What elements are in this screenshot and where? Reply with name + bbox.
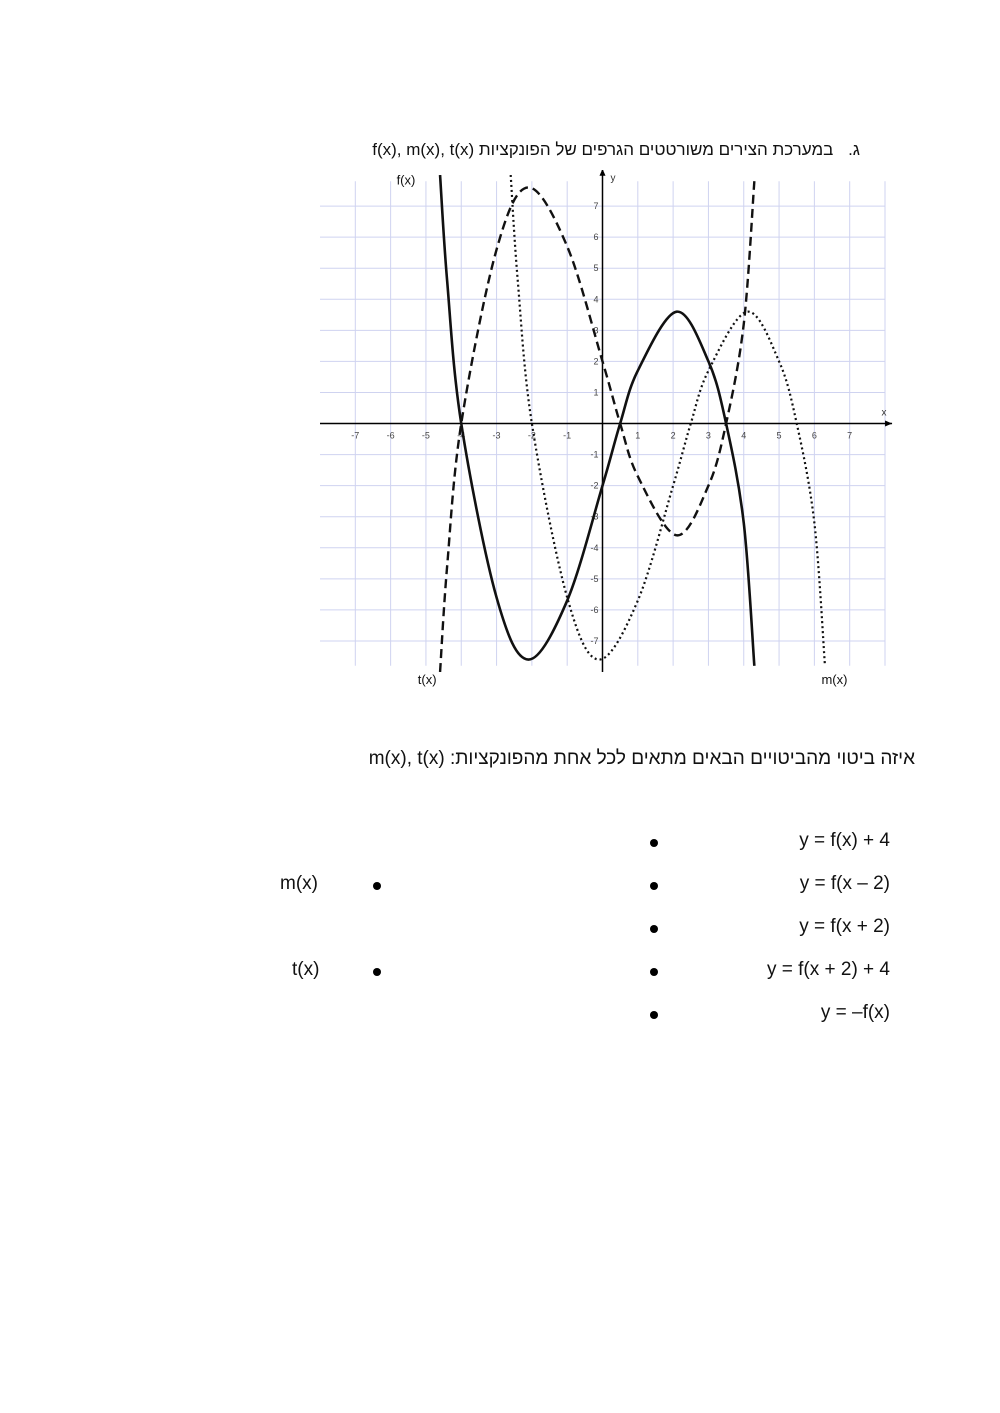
x-tick-label: 5	[776, 430, 782, 441]
x-tick-label: -6	[386, 430, 395, 441]
y-tick-label: -6	[590, 604, 599, 615]
y-axis-label: y	[610, 173, 616, 185]
expression-2: y = f(x – 2)	[799, 873, 890, 894]
label-m: m(x)	[821, 672, 848, 687]
expression-4-dot[interactable]	[650, 968, 658, 976]
x-tick-label: 3	[705, 430, 711, 441]
function-t-dot[interactable]	[373, 968, 381, 976]
function-t-label: t(x)	[292, 959, 320, 980]
x-tick-label: 4	[741, 430, 747, 441]
x-tick-label: 1	[635, 430, 641, 441]
expression-5: y = –f(x)	[820, 1002, 890, 1023]
expression-3-dot[interactable]	[650, 925, 658, 933]
y-tick-label: 5	[593, 263, 599, 274]
expression-5-dot[interactable]	[650, 1011, 658, 1019]
expression-2-dot[interactable]	[650, 882, 658, 890]
matching-question: איזה ביטוי מהביטויים הבאים מתאים לכל אחת מהפונקציות: m(x), t(x)	[368, 748, 915, 769]
y-tick-label: -4	[590, 542, 599, 553]
y-tick-label: -1	[590, 449, 599, 460]
x-tick-label: -7	[351, 430, 360, 441]
x-tick-label: 2	[670, 430, 676, 441]
expression-1: y = f(x) + 4	[799, 830, 890, 851]
x-axis-arrow	[885, 421, 892, 427]
function-graph	[300, 170, 900, 690]
curve-tx	[440, 181, 754, 672]
y-tick-label: -5	[590, 573, 599, 584]
curve-mx	[511, 175, 825, 666]
y-tick-label: 1	[593, 387, 599, 398]
function-m-label: m(x)	[280, 873, 318, 894]
label-f: f(x)	[396, 172, 416, 188]
y-tick-label: 7	[593, 201, 599, 212]
curve-fx	[440, 175, 754, 666]
expression-4: y = f(x + 2) + 4	[766, 959, 890, 980]
x-tick-label: 7	[847, 430, 853, 441]
graph-svg	[300, 170, 900, 690]
y-tick-label: 3	[593, 325, 599, 336]
heading-text: במערכת הצירים משורטטים הגרפים של הפונקציות f(x), m(x), t(x)	[372, 140, 834, 159]
expression-1-dot[interactable]	[650, 839, 658, 847]
function-m-dot[interactable]	[373, 882, 381, 890]
question-heading	[290, 140, 860, 160]
y-tick-label: -3	[590, 511, 599, 522]
y-tick-label: 2	[593, 356, 599, 367]
expression-3: y = f(x + 2)	[799, 916, 890, 937]
x-tick-label: -1	[563, 430, 572, 441]
y-axis-arrow	[600, 170, 606, 176]
x-tick-label: -2	[527, 430, 536, 441]
x-tick-label: 6	[811, 430, 817, 441]
y-tick-label: -2	[590, 480, 599, 491]
y-tick-label: -7	[590, 635, 599, 646]
x-tick-label: -3	[492, 430, 501, 441]
y-tick-label: 6	[593, 232, 599, 243]
x-tick-label: -5	[421, 430, 430, 441]
y-tick-label: 4	[593, 294, 599, 305]
x-axis-label: x	[881, 407, 887, 419]
x-tick-label: -4	[457, 430, 466, 441]
question-number: ג.	[848, 140, 860, 159]
label-t: t(x)	[417, 672, 437, 687]
